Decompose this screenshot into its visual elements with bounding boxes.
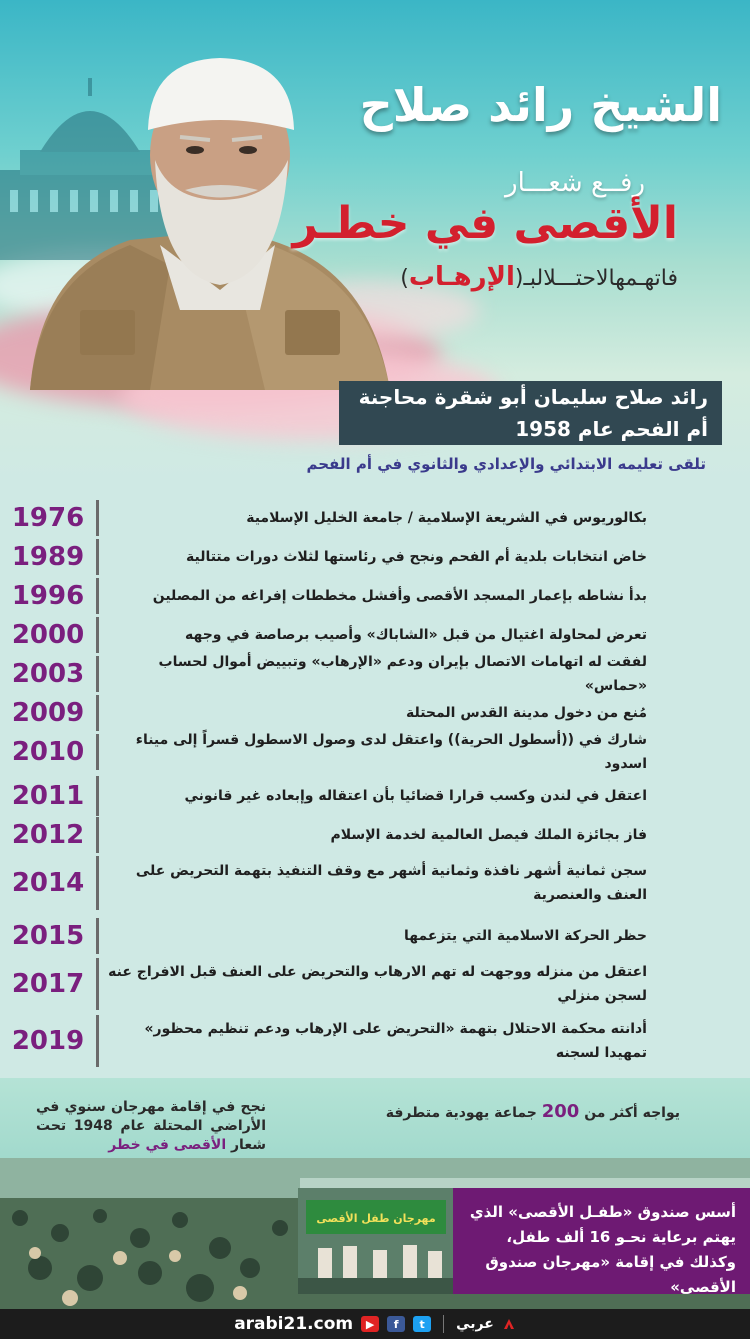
timeline-divider — [96, 695, 99, 731]
timeline-text: خاض انتخابات بلدية أم الفحم ونجح في رئاستها لثلاث دورات متتالية — [185, 549, 647, 565]
timeline-year: 2011 — [11, 781, 85, 811]
timeline-text: شارك في ((أسطول الحرية)) واعتقل لدى وصول الاسطول قسراً إلى ميناء اسدود — [135, 732, 647, 772]
site-url[interactable]: arabi21.com — [234, 1314, 354, 1334]
timeline-row — [0, 578, 655, 614]
timeline-year: 1976 — [11, 503, 85, 533]
fund-text: أسس صندوق «طفـل الأقصى» الذي يهتم برعاية نحـو 16 ألف طفل، وكذلك في إقامة «مهرجان صندوق الأقصى» — [469, 1203, 736, 1296]
festival-note — [36, 1098, 266, 1155]
timeline-row — [0, 734, 655, 770]
accusation-word: الإرهـاب — [408, 262, 515, 292]
timeline-divider — [96, 856, 99, 910]
timeline-year: 2003 — [11, 659, 85, 689]
timeline-row — [0, 918, 655, 954]
twitter-icon[interactable]: t — [413, 1316, 431, 1332]
timeline-row — [0, 856, 655, 910]
timeline-divider — [96, 1015, 99, 1067]
accusation-suffix: ) — [400, 266, 409, 291]
slogan: الأقصى في خطـر — [292, 198, 678, 249]
groups-prefix: يواجه أكثر من — [584, 1105, 680, 1121]
timeline-divider — [96, 958, 99, 1010]
timeline-divider — [96, 539, 99, 575]
slogan-intro: رفــع شعـــار — [505, 168, 645, 198]
groups-suffix: جماعة يهودية متطرفة — [385, 1105, 537, 1121]
photo-banner-text: مهرجان طفل الأقصى — [316, 1212, 436, 1225]
timeline-text: بدأ نشاطه بإعمار المسجد الأقصى وأفشل مخططات إفراغه من المصلين — [152, 588, 647, 604]
birth-box: أم الفحم عام 1958 — [339, 413, 722, 445]
timeline-year: 2009 — [11, 698, 85, 728]
timeline-text: مُنع من دخول مدينة القدس المحتلة — [406, 705, 647, 721]
full-name-box: رائد صلاح سليمان أبو شقرة محاجنة — [339, 381, 722, 413]
timeline-divider — [96, 656, 99, 692]
festival-highlight: الأقصى في خطر — [108, 1137, 227, 1153]
groups-note — [386, 1101, 680, 1122]
timeline-text: بكالوريوس في الشريعة الإسلامية / جامعة الخليل الإسلامية — [246, 510, 647, 526]
timeline-row — [0, 539, 655, 575]
timeline-divider — [96, 734, 99, 770]
education-line: تلقى تعليمه الابتدائي والإعدادي والثانوي في أم الفحم — [306, 455, 706, 473]
timeline-divider — [96, 617, 99, 653]
accusation-prefix: فاتهـمهالاحتـــلالبـ( — [514, 266, 678, 291]
brand-logo-icon — [502, 1317, 516, 1331]
page-title: الشيخ رائد صلاح — [359, 78, 722, 132]
timeline-year: 2012 — [11, 820, 85, 850]
festival-photo — [298, 1188, 453, 1294]
timeline-text: اعتقل في لندن وكسب قرارا قضائيا بأن اعتقاله وإبعاده غير قانوني — [184, 788, 647, 804]
timeline-year: 1989 — [11, 542, 85, 572]
timeline — [0, 490, 655, 1078]
timeline-row — [0, 817, 655, 853]
brand-name: عربي — [456, 1316, 494, 1332]
footer — [0, 1309, 750, 1339]
timeline-divider — [96, 500, 99, 536]
timeline-text: فاز بجائزة الملك فيصل العالمية لخدمة الإسلام — [330, 827, 647, 843]
groups-number: 200 — [541, 1101, 580, 1122]
timeline-divider — [96, 776, 99, 816]
timeline-row — [0, 656, 655, 692]
timeline-year: 2015 — [11, 921, 85, 951]
timeline-text: سجن ثمانية أشهر نافذة وثمانية أشهر مع وقف التنفيذ بتهمة التحريض على العنف والعنصرية — [135, 863, 647, 903]
timeline-year: 2010 — [11, 737, 85, 767]
timeline-divider — [96, 817, 99, 853]
timeline-row — [0, 1015, 655, 1067]
timeline-text: تعرض لمحاولة اغتيال من قبل «الشاباك» وأصيب برصاصة في وجهه — [184, 627, 647, 643]
timeline-text: أدانته محكمة الاحتلال بتهمة «التحريض على الإرهاب ودعم تنظيم محظور» تمهيدا لسجنه — [144, 1021, 647, 1061]
timeline-row — [0, 776, 655, 816]
timeline-divider — [96, 918, 99, 954]
facebook-icon[interactable]: f — [387, 1316, 405, 1332]
accusation-line — [400, 262, 678, 292]
fund-box — [298, 1188, 750, 1294]
timeline-year: 2019 — [11, 1026, 85, 1056]
timeline-row — [0, 617, 655, 653]
timeline-text: لفقت له اتهامات الاتصال بإيران ودعم «الإرهاب» وتبييض أموال لحساب «حماس» — [158, 654, 647, 694]
timeline-year: 2017 — [11, 969, 85, 999]
timeline-row — [0, 958, 655, 1010]
timeline-divider — [96, 578, 99, 614]
timeline-text: حظر الحركة الاسلامية التي يتزعمها — [404, 928, 647, 944]
timeline-year: 2000 — [11, 620, 85, 650]
divider — [443, 1315, 444, 1333]
timeline-year: 1996 — [11, 581, 85, 611]
youtube-icon[interactable]: ▶ — [361, 1316, 379, 1332]
festival-text: نجح في إقامة مهرجان سنوي في الأراضي المحتلة عام 1948 تحت شعار — [36, 1099, 266, 1153]
timeline-text: اعتقل من منزله ووجهت له تهم الارهاب والتحريض على العنف قبل الافراج عنه لسجن منزلي — [108, 964, 647, 1004]
timeline-row — [0, 695, 655, 731]
timeline-row — [0, 500, 655, 536]
timeline-year: 2014 — [11, 868, 85, 898]
